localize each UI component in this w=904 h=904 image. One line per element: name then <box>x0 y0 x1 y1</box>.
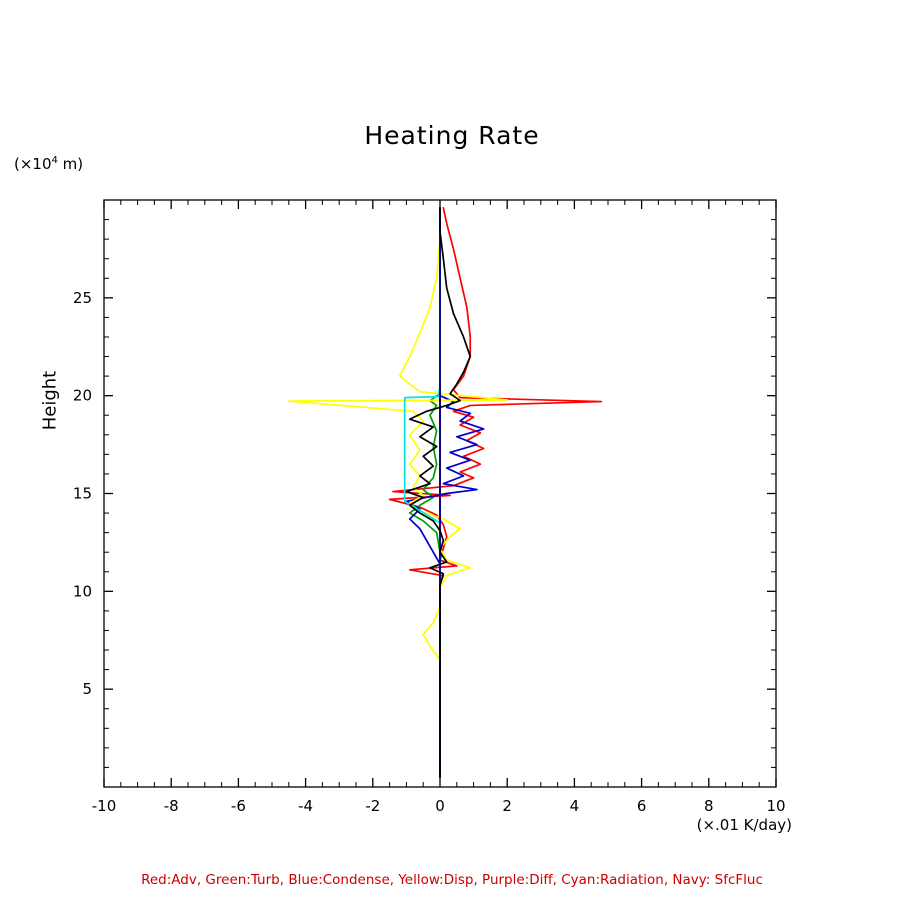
x-tick-label: -8 <box>163 797 179 815</box>
x-axis-label: (×.01 K/day) <box>696 816 792 834</box>
y-tick-label: 10 <box>72 582 92 601</box>
series-line-adv <box>390 208 602 777</box>
y-tick-label: 25 <box>72 288 92 307</box>
x-tick-label: 2 <box>502 797 512 815</box>
y-axis-label: Height <box>39 370 61 431</box>
y-unit-prefix: (×10 <box>14 155 52 173</box>
legend-text: Red:Adv, Green:Turb, Blue:Condense, Yellow:Disp, Purple:Diff, Cyan:Radiation, Navy: SfcFluc <box>141 872 763 888</box>
y-tick-label: 5 <box>82 680 92 699</box>
x-tick-label: 0 <box>435 797 445 815</box>
x-tick-label: 4 <box>569 797 580 815</box>
x-tick-label: 6 <box>636 797 647 815</box>
x-tick-label: -4 <box>298 797 314 815</box>
x-tick-label: 10 <box>766 797 786 815</box>
x-tick-label: -6 <box>230 797 246 815</box>
y-tick-label: 15 <box>72 484 92 503</box>
x-tick-label: -10 <box>91 797 117 815</box>
y-unit-suffix: m) <box>57 155 84 173</box>
y-tick-label: 20 <box>72 386 92 405</box>
x-tick-label: -2 <box>365 797 381 815</box>
y-unit-exponent: 4 <box>51 155 58 166</box>
x-tick-label: 8 <box>704 797 714 815</box>
chart-title: Heating Rate <box>364 121 540 150</box>
